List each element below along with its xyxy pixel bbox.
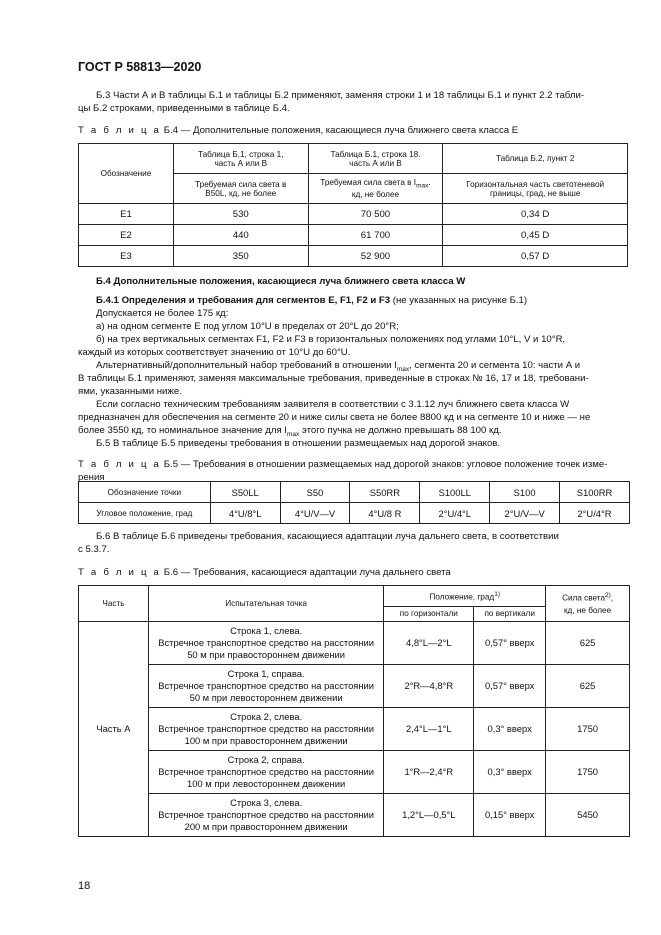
text-line: каждый из которых соответствует значению от 10°U до 60°U.	[78, 347, 351, 358]
part-a-cell: Часть А	[79, 622, 149, 837]
table-row: E1 530 70 500 0,34 D	[79, 204, 628, 225]
table-b5	[78, 481, 630, 524]
table-b6	[78, 585, 630, 837]
table-b5-caption-cont: рения	[78, 472, 105, 483]
table-row: E2 440 61 700 0,45 D	[79, 225, 628, 246]
table-b4	[78, 143, 628, 267]
document-header: ГОСТ Р 58813—2020	[78, 60, 202, 74]
table-b4-caption: Т а б л и ц а Б.4 — Дополнительные положения, касающиеся луча ближнего света класса E	[78, 125, 519, 136]
text-line: а) на одном сегменте E под углом 10°U в пределах от 20°L до 20°R;	[96, 321, 399, 332]
table-row: Строка 3, слева. Встречное транспортное средство на расстоянии 200 м при правостороннем движении 1,2°L—0,5°L 0,15° вверх 5450	[79, 794, 630, 837]
header-col3: Таблица Б.2, пункт 2	[443, 144, 628, 174]
header-col1: Таблица Б.1, строка 1, часть А или В	[173, 144, 308, 174]
paragraph-b3-line2: цы Б.2 строками, приведенными в таблице Б.4.	[78, 103, 290, 114]
table-row: Строка 2, справа. Встречное транспортное средство на расстоянии 100 м при левостороннем движении 1°R—2,4°R 0,3° вверх 1750	[79, 751, 630, 794]
header-intensity: Сила света$^{2)}$, кд, не более	[546, 586, 630, 622]
table-row: Обозначение точки S50LL S50 S50RR S100LL S100 S100RR	[79, 482, 630, 503]
header-test-point: Испытательная точка	[148, 586, 383, 622]
table-b5-caption: Т а б л и ц а Б.5 — Требования в отношении размещаемых над дорогой знаков: угловое положение точек изме-	[78, 459, 608, 470]
table-row: Угловое положение, град 4°U/8°L 4°U/V—V 4°U/8 R 2°U/4°L 2°U/V—V 2°U/4°R	[79, 503, 630, 524]
page-number: 18	[78, 880, 91, 892]
header-part: Часть	[79, 586, 149, 622]
table-row: Строка 2, слева. Встречное транспортное средство на расстоянии 100 м при правостороннем движении 2,4°L—1°L 0,3° вверх 1750	[79, 708, 630, 751]
text-line: предназначен для обеспечения на сегменте 20 и ниже силы света не более 8800 кд и на сегменте 10 и ниже — не	[78, 412, 591, 423]
subheader-col2: Требуемая сила света в $I_{max}$. кд, не более	[308, 174, 443, 204]
text-line: Если согласно техническим требованиям заявителя в соответствии с 3.1.12 луч ближнего света класса W	[96, 399, 570, 410]
text-line: В таблицы Б.1 применяют, заменяя максимальные требования, приведенные в строках № 16, 17 и 18, требовани-	[78, 373, 589, 384]
section-b41-heading: Б.4.1 Определения и требования для сегментов E, F1, F2 и F3 (не указанных на рисунке Б.1)	[96, 295, 528, 306]
table-row: E3 350 52 900 0,57 D	[79, 246, 628, 267]
text-line: ями, указанными ниже.	[78, 386, 182, 397]
table-b6-caption: Т а б л и ц а Б.6 — Требования, касающиеся адаптации луча дальнего света	[78, 567, 451, 578]
header-vertical: по вертикали	[474, 607, 546, 622]
paragraph-b3-line1: Б.3 Части А и В таблицы Б.1 и таблицы Б.2 применяют, заменяя строки 1 и 18 таблицы Б.1 и пункт 2.2 табли-	[96, 90, 585, 101]
subheader-col3: Горизонтальная часть светотеневой границы, град, не выше	[443, 174, 628, 204]
header-horizontal: по горизонтали	[384, 607, 474, 622]
subheader-col1: Требуемая сила света в B50L, кд, не более	[173, 174, 308, 204]
text-line: Допускается не более 175 кд:	[96, 308, 229, 319]
text-line: более 3550 кд, то номинальное значение для $I_{max}$ этого пучка не должно превышать 88 100 кд.	[78, 425, 502, 438]
paragraph-b6-line2: с 5.3.7.	[78, 544, 110, 555]
text-line: Б.5 В таблице Б.5 приведены требования в отношении размещаемых над дорогой знаков.	[96, 438, 501, 449]
header-designation: Обозначение	[79, 144, 174, 204]
table-row: Часть А Строка 1, слева. Встречное транспортное средство на расстоянии 50 м при правостороннем движении 4,8°L—2°L 0,57° вверх 625	[79, 622, 630, 665]
section-b4-heading: Б.4 Дополнительные положения, касающиеся луча ближнего света класса W	[96, 276, 466, 287]
header-position: Положение, град$^{1)}$	[384, 586, 546, 607]
text-line: Альтернативный/дополнительный набор требований в отношении $I_{max}$, сегмента 20 и сегмента 10: части А и	[96, 360, 581, 373]
header-col2: Таблица Б.1, строка 18. часть А или В	[308, 144, 443, 174]
table-row: Строка 1, справа. Встречное транспортное средство на расстоянии 50 м при левостороннем движении 2°R—4,8°R 0,57° вверх 625	[79, 665, 630, 708]
paragraph-b6-line1: Б.6 В таблице Б.6 приведены требования, касающиеся адаптации луча дальнего света, в соответствии	[96, 531, 559, 542]
text-line: б) на трех вертикальных сегментах F1, F2 и F3 в горизонтальных положениях под углами 10°L, V и 10°R,	[96, 334, 566, 345]
